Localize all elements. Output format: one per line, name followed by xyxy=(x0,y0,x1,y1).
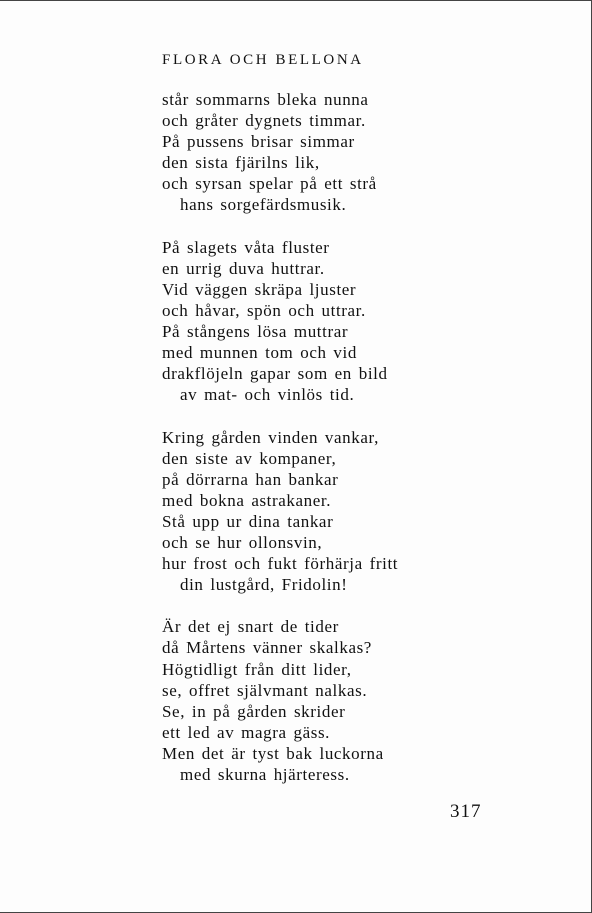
poem-line: och syrsan spelar på ett strå xyxy=(162,174,377,194)
poem-line: på dörrarna han bankar xyxy=(162,469,339,489)
stanza-4 xyxy=(162,616,398,785)
poem-line: med bokna astrakaner. xyxy=(162,490,332,510)
stanza-2 xyxy=(162,237,398,406)
poem-line: en urrig duva huttrar. xyxy=(162,258,325,278)
poem-line: Men det är tyst bak luckorna xyxy=(162,743,384,763)
poem-line: hur frost och fukt förhärja fritt xyxy=(162,554,399,574)
poem-line: Kring gården vinden vankar, xyxy=(162,427,379,447)
poem-line: och håvar, spön och uttrar. xyxy=(162,300,366,320)
poem-line: På pussens brisar simmar xyxy=(162,132,355,152)
stanza-1 xyxy=(162,89,398,216)
poem-line-indented: med skurna hjärteress. xyxy=(180,765,350,784)
poem-line: den sista fjärilns lik, xyxy=(162,153,320,173)
poem xyxy=(162,89,398,806)
poem-line: På stångens lösa muttrar xyxy=(162,322,349,342)
poem-line-indented: av mat- och vinlös tid. xyxy=(180,385,355,405)
poem-line: och gråter dygnets timmar. xyxy=(162,111,366,131)
poem-line: står sommarns bleka nunna xyxy=(162,90,369,109)
poem-line: och se hur ollonsvin, xyxy=(162,532,323,552)
poem-line-indented: din lustgård, Fridolin! xyxy=(180,575,348,595)
poem-line: drakflöjeln gapar som en bild xyxy=(162,364,388,384)
stanza-3 xyxy=(162,427,398,596)
poem-line: Stå upp ur dina tankar xyxy=(162,511,334,531)
poem-line: På slagets våta fluster xyxy=(162,237,330,257)
poem-line: med munnen tom och vid xyxy=(162,343,357,363)
poem-line: Är det ej snart de tider xyxy=(162,617,339,637)
poem-line: Se, in på gården skrider xyxy=(162,701,346,721)
poem-line: Högtidligt från ditt lider, xyxy=(162,659,352,679)
poem-line-indented: hans sorgefärdsmusik. xyxy=(180,195,347,215)
running-head: FLORA OCH BELLONA xyxy=(162,52,364,68)
poem-line: se, offret självmant nalkas. xyxy=(162,680,368,700)
poem-line: den siste av kompaner, xyxy=(162,448,337,468)
page-number: 317 xyxy=(450,801,482,822)
poem-line: ett led av magra gäss. xyxy=(162,722,331,742)
poem-line: Vid väggen skräpa ljuster xyxy=(162,279,357,299)
poem-line: då Mårtens vänner skalkas? xyxy=(162,638,372,658)
